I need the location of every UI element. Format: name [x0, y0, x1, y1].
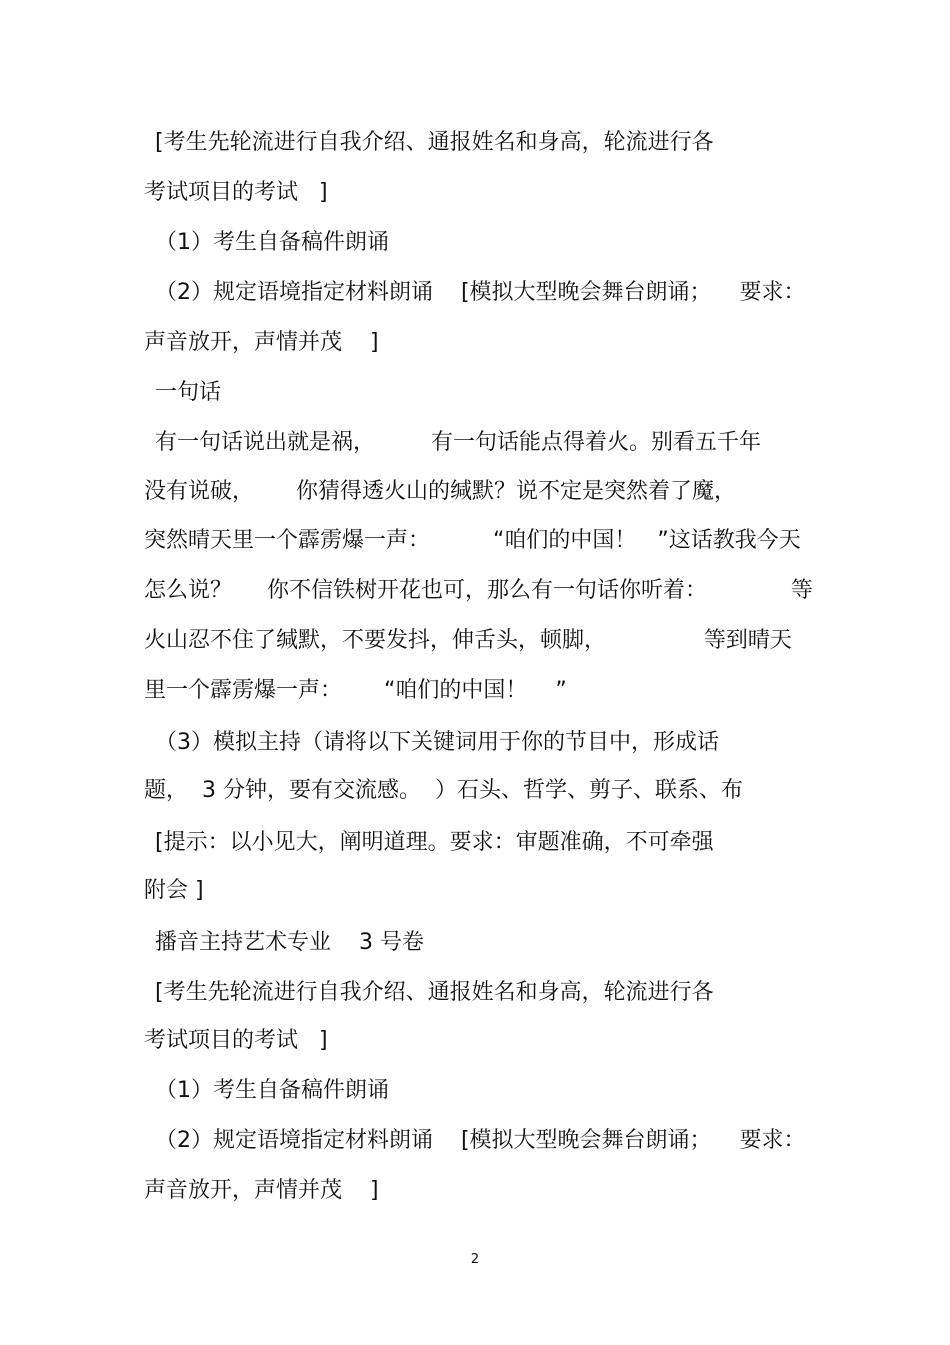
exam-item-text: 题， 3 分钟，要有交流感。 ）石头、哲学、剪子、联系、布: [144, 778, 743, 803]
poem-line: 火山忍不住了缄默，不要发抖，伸舌头，顿脚， 等到晴天: [144, 628, 792, 653]
exam-item-text: 声音放开，声情并茂 ]: [144, 330, 379, 355]
exam-hint: [提示：以小见大，阐明道理。要求：审题准确，不可牵强: [155, 830, 714, 855]
exam-item-heading: （3）模拟主持（请将以下关键词用于你的节目中，形成话: [155, 730, 719, 755]
exam-instruction-line: 考试项目的考试 ]: [144, 1028, 328, 1053]
poem-line: 里一个霹雳爆一声： “咱们的中国！ ”: [144, 678, 567, 703]
page-number: 2: [470, 1252, 480, 1267]
poem-title: 一句话: [155, 380, 222, 405]
exam-instruction-line: 考试项目的考试 ]: [144, 180, 328, 205]
section-title: 播音主持艺术专业 3 号卷: [155, 930, 424, 955]
poem-line: 没有说破， 你猜得透火山的缄默？说不定是突然着了魔，: [144, 479, 736, 504]
exam-item-heading: （1）考生自备稿件朗诵: [155, 1078, 389, 1103]
poem-line: 有一句话说出就是祸， 有一句话能点得着火。别看五千年: [155, 430, 761, 455]
exam-instruction-line: [考生先轮流进行自我介绍、通报姓名和身高，轮流进行各: [155, 980, 714, 1005]
exam-item-heading: （1）考生自备稿件朗诵: [155, 230, 389, 255]
exam-item-heading: （2）规定语境指定材料朗诵 [模拟大型晚会舞台朗诵； 要求：: [155, 1128, 806, 1153]
exam-hint: 附会 ]: [144, 878, 204, 903]
exam-instruction-line: [考生先轮流进行自我介绍、通报姓名和身高，轮流进行各: [155, 130, 714, 155]
poem-line: 突然晴天里一个霹雳爆一声： “咱们的中国！ ”这话教我今天: [144, 528, 801, 553]
exam-item-text: 声音放开，声情并茂 ]: [144, 1178, 379, 1203]
exam-item-heading: （2）规定语境指定材料朗诵 [模拟大型晚会舞台朗诵； 要求：: [155, 280, 806, 305]
poem-line: 怎么说？ 你不信铁树开花也可，那么有一句话你听着： 等: [144, 578, 813, 603]
